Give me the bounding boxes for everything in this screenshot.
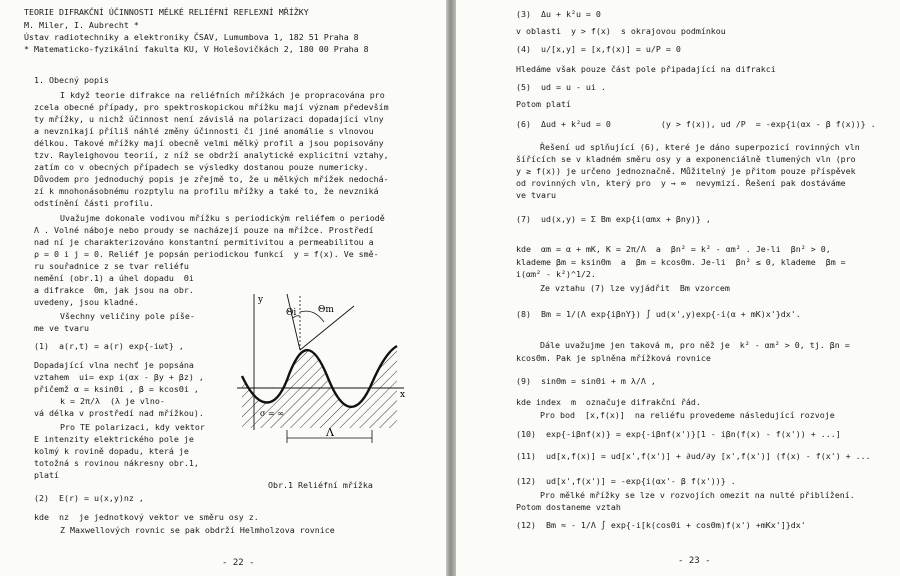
text-line: kcosΘm. Pak je splněna mřížková rovnice	[516, 353, 711, 363]
equation-12a: (12) ud[x',f(x')] = -exp{i(αx'- β f(x'))} .	[516, 476, 736, 486]
text-line: y ≥ f(x)) je určeno jednoznačně. Můžitelný je přitom pouze příspěvek	[516, 166, 856, 176]
equation-3: (3) Δu + k²u = 0	[516, 9, 601, 19]
text-line: ty mřížky, u nichž účinnost není závislá na polarizaci dopadající vlny	[34, 114, 384, 124]
text-line: nad ní je charakterizováno konstantní permitivitou a permeabilitou a	[34, 237, 374, 247]
page-number-right: - 23 -	[678, 556, 711, 566]
text-line: Potom dostaneme vztah	[516, 502, 621, 512]
article-title: TEORIE DIFRAKČNÍ ÚČINNOSTI MĚLKÉ RELIÉFNÍ REFLEXNÍ MŘÍŽKY	[24, 7, 309, 17]
equation-2: (2) E(r) = u(x,y)nz ,	[34, 493, 144, 503]
text-line: Dále uvažujme jen taková m, pro něž je k² - αm² > 0, tj. βn =	[540, 340, 850, 350]
equation-1: (1) a(r,t) = a(r) exp{-iωt} ,	[34, 341, 184, 351]
conductivity-label: σ = ∞	[260, 409, 284, 418]
text-line: Ze vztahu (7) lze vyjádřit Bm vzorcem	[540, 283, 730, 293]
theta-m-label: Θm	[318, 305, 334, 315]
left-page	[0, 0, 446, 576]
text-line: Důvodem pro jednoduchý popis je zřejmě to, že u mělkých mřížek nedochá-	[34, 174, 389, 184]
text-line: Hledáme však pouze část pole připadající na difrakci	[516, 64, 776, 74]
equation-12b: (12) Bm ≈ - 1/Λ ∫ exp{-i[k(cosΘi + cosΘm)f(x') +mKx']}dx'	[516, 520, 806, 530]
text-line: vá délka v prostředí nad mřížkou).	[34, 408, 204, 418]
text-line: i(αm² - k²)^1/2.	[516, 269, 596, 279]
text-line: kde αm = α + mK, K = 2π/Λ a βn² = k² - αm² . Je-li βn² > 0,	[516, 244, 831, 254]
text-line: zcela obecné případy, pro spektroskopickou mřížku mají význam především	[34, 102, 389, 112]
text-line: Pro TE polarizaci, kdy vektor	[60, 422, 205, 432]
text-line: délkou. Takové mřížky mají obecně velmi mělký profil a jsou popisovány	[34, 138, 384, 148]
text-line: a nevznikají příliš náhlé změny účinnosti či jiné anomálie s vlnovou	[34, 126, 374, 136]
text-line: Všechny veličiny pole píše-	[60, 311, 195, 321]
page-number-left: - 22 -	[222, 558, 255, 568]
text-line: platí	[34, 470, 59, 480]
x-axis-label: x	[400, 390, 406, 400]
text-line: uvedeny, jsou kladné.	[34, 297, 139, 307]
equation-11: (11) ud[x,f(x)] = ud[x',f(x')] + ∂ud/∂y [x',f(x')] (f(x) - f(x') + ...	[516, 451, 871, 461]
equation-6: (6) Δud + k²ud = 0 (y > f(x)), ud /P = -exp{i(αx - β f(x))} .	[516, 119, 876, 129]
text-line: od rovinných vln, který pro y → ∞ nevymizí. Řešení pak dostáváme	[516, 178, 846, 188]
text-line: kde nz je jednotkový vektor ve směru osy z.	[34, 512, 259, 522]
text-line: přičemž α = ksinΘi , β = kcosΘi ,	[34, 384, 199, 394]
equation-5: (5) ud = u - ui .	[516, 82, 606, 92]
text-line: Pro mělké mřížky se lze v rozvojích omezit na nulté přiblížení.	[540, 490, 855, 500]
text-line: tzv. Rayleighovou teorií, z níž se obdrží analytické explicitní vztahy,	[34, 150, 389, 160]
text-line: ru souřadnice z se tvar reliéfu	[34, 261, 189, 271]
text-line: Λ . Volné náboje nebo proudy se nacházejí pouze na mřížce. Prostředí	[34, 225, 374, 235]
period-label: Λ	[326, 426, 334, 439]
text-line: totožná s rovinou nákresny obr.1,	[34, 458, 199, 468]
text-line: Pro bod [x,f(x)] na reliéfu provedeme následující rozvoje	[540, 410, 835, 420]
text-line: kde index m označuje difrakční řád.	[516, 397, 701, 407]
book-gutter	[446, 0, 456, 576]
figure-caption: Obr.1 Reliéfní mřížka	[268, 480, 373, 490]
text-line: me ve tvaru	[34, 323, 89, 333]
text-line: vztahem ui= exp i(αx - βy + βz) ,	[34, 372, 204, 382]
equation-9: (9) sinΘm = sinΘi + m λ/Λ ,	[516, 376, 656, 386]
text-line: Potom platí	[516, 99, 571, 109]
section-heading: 1. Obecný popis	[34, 75, 109, 85]
equation-10: (10) exp{-iβnf(x)} = exp{-iβnf(x')}[1 - iβn(f(x) - f(x')) + ...]	[516, 429, 841, 439]
text-line: E intenzity elektrického pole je	[34, 434, 194, 444]
text-line: nemění (obr.1) a úhel dopadu Θi	[34, 273, 194, 283]
equation-4: (4) u/[x,y] = [x,f(x)] = u/P = 0	[516, 44, 681, 54]
text-line: kolmý k rovině dopadu, která je	[34, 446, 189, 456]
text-line: zí k mnohonásobnému rozptylu na profilu mřížky a také to, že nevzniká	[34, 186, 379, 196]
text-line: odstínění části profilu.	[34, 198, 154, 208]
equation-7: (7) ud(x,y) = Σ Bm exp{i(αmx + βny)} ,	[516, 214, 711, 224]
text-line: klademe βm = ksinΘm a βm = kcosΘm. Je-li βn² ≤ 0, klademe βm =	[516, 257, 846, 267]
affiliation-2: * Matematicko-fyzikální fakulta KU, V Holešovičkách 2, 180 00 Praha 8	[24, 44, 369, 54]
equation-8: (8) Bm = 1/(Λ exp{iβnY}) ∫ ud(x',y)exp{-i(α + mK)x'}dx'.	[516, 309, 801, 319]
text-line: Uvažujme dokonale vodivou mřížku s periodickým reliéfem o periodě	[60, 213, 385, 223]
theta-i-label: Θi	[286, 308, 297, 318]
text-line: Řešení ud splňující (6), které je dáno superpozicí rovinných vln	[540, 142, 860, 152]
text-line: Dopadající vlna nechť je popsána	[34, 360, 194, 370]
text-line: šířících se v kladném směru osy y a exponenciálně tlumených vln (pro	[516, 154, 856, 164]
text-line: zatím co v obecných případech se výsledky dostanou pouze numericky.	[34, 162, 369, 172]
text-line: I když teorie difrakce na reliéfních mřížkách je propracována pro	[60, 90, 385, 100]
y-axis-label: y	[258, 295, 264, 305]
text-line: k = 2π/λ (λ je vlno-	[60, 396, 165, 406]
right-page	[456, 0, 900, 576]
text-line: Z Maxwellových rovnic se pak obdrží Helmholzova rovnice	[60, 525, 335, 535]
text-line: a difrakce Θm, jak jsou na obr.	[34, 285, 194, 295]
text-line: ρ = 0 i j = 0. Reliéf je popsán periodickou funkcí y = f(x). Ve smě-	[34, 249, 379, 259]
authors: M. Miler, I. Aubrecht *	[24, 20, 139, 30]
affiliation-1: Ústav radiotechniky a elektroniky ČSAV, Lumumbova 1, 182 51 Praha 8	[24, 32, 359, 42]
incident-ray	[287, 294, 300, 350]
text-line: ve tvaru	[516, 190, 556, 200]
grating-figure	[232, 288, 412, 458]
text-line: v oblasti y > f(x) s okrajovou podmínkou	[516, 26, 726, 36]
